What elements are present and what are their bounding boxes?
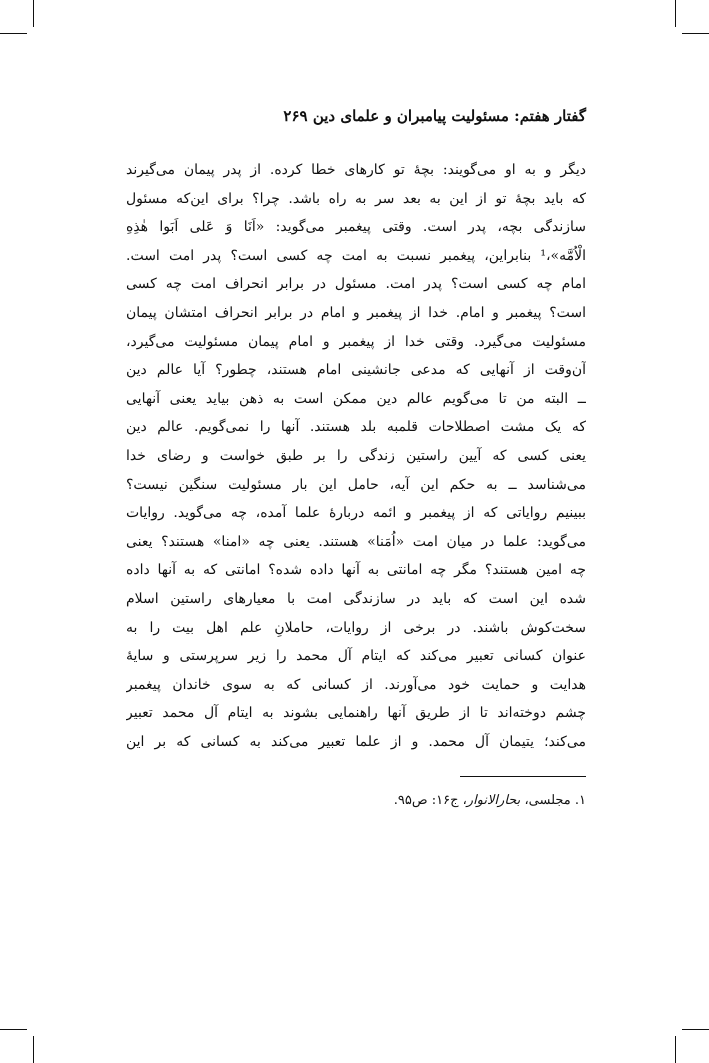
footnote-number: ۱.	[574, 793, 586, 809]
body-line: می‌کند؛ یتیمان آل محمد. و از علما تعبیر می‌کند به کسانی که بر این	[126, 733, 586, 750]
body-line: است؟ پیغمبر و امام. خدا از پیغمبر و امام در برابر انحراف امتشان پیمان	[126, 304, 586, 321]
body-line: می‌شناسد ــ به حکم این آیه، حامل این بار مسئولیت سنگین نیست؟	[126, 476, 586, 493]
body-line: یعنی کسی که آیین راستین زندگی را بر طبق خواست و رضای خدا	[126, 447, 586, 464]
body-line: امام چه کسی است؟ پدر امت. مسئول در برابر انحراف امت چه کسی	[126, 276, 586, 293]
body-line: عنوان کسانی تعبیر می‌کند که ایتام آل محمد را زیر سرپرستی و سایهٔ	[126, 648, 586, 665]
body-text	[126, 156, 586, 756]
footnote-rule	[460, 776, 586, 777]
crop-mark-top-left-horizontal	[0, 33, 27, 34]
body-line: آن‌وقت از آنهایی که مدعی جانشینی امام هستند، چطور؟ آیا عالم دین	[126, 362, 586, 379]
crop-mark-top-right-horizontal	[682, 33, 709, 34]
body-line: هدایت و حمایت خود می‌آورند. از کسانی که به سوی خاندان پیغمبر	[126, 676, 586, 693]
crop-mark-bottom-left-horizontal	[0, 1029, 27, 1030]
body-line: سخت‌کوش باشند. در برخی از روایات، حاملانِ علم اهل بیت را به	[126, 619, 586, 636]
crop-mark-top-left-vertical	[33, 0, 34, 27]
body-line: می‌گوید: علما در میان امت «اُمَنا» هستند. یعنی چه «امنا» هستند؟ یعنی	[126, 533, 586, 550]
body-line: الْاُمَّه»،¹ بنابراین، پیغمبر نسبت به امت چه کسی است؟ پدر امت است.	[126, 247, 586, 264]
body-line: که یک مشت اصطلاحات قلمبه بلد هستند. آنها را نمی‌گویم. عالم دین	[126, 419, 586, 436]
body-line: شده این است که باید در سازندگی امت با معیارهای راستین اسلام	[126, 590, 586, 607]
footnote-author: مجلسی،	[524, 793, 571, 809]
crop-mark-bottom-right-horizontal	[682, 1029, 709, 1030]
footnote-source: بحارالانوار	[466, 793, 521, 809]
body-line: چه امین هستند؟ مگر چه امانتی به آنها داده شده؟ امانتی که به آنها داده	[126, 562, 586, 579]
body-line: دیگر و به او می‌گویند: بچهٔ تو کارهای خطا کرده. از پدر پیمان می‌گیرند	[126, 162, 586, 178]
body-line: مسئولیت می‌گیرد. وقتی خدا از پیغمبر و امام پیمان مسئولیت می‌گیرد،	[126, 333, 586, 350]
crop-mark-bottom-right-vertical	[675, 1036, 676, 1063]
book-page	[126, 104, 586, 811]
body-line: ببینیم روایاتی که از پیغمبر و ائمه دربارهٔ علما آمده، چه می‌گوید. روایات	[126, 505, 586, 522]
body-line: چشم دوخته‌اند تا از طریق آنها راهنمایی بشوند به ایتام آل محمد تعبیر	[126, 705, 586, 722]
crop-mark-bottom-left-vertical	[33, 1036, 34, 1063]
running-header	[126, 104, 586, 134]
page-number: ۲۶۹	[283, 107, 308, 125]
body-line: که باید بچهٔ تو از این به بعد سر به راه باشد. چرا؟ برای این‌که مسئول	[126, 190, 586, 207]
crop-mark-top-right-vertical	[675, 0, 676, 27]
body-line: ــ البته من تا می‌گویم عالم دین ممکن است به ذهن بیاید یعنی آنهایی	[126, 390, 586, 407]
running-header-title: گفتار هفتم: مسئولیت پیامبران و علمای دین	[312, 107, 586, 125]
footnote-location: ، ج۱۶: ص۹۵.	[393, 793, 467, 809]
body-line: سازندگی بچه، پدر است. وقتی پیغمبر می‌گوید: «اَنَا وَ عَلی اَبَوا هٰذِهِ	[126, 219, 586, 236]
footnote	[126, 791, 586, 811]
